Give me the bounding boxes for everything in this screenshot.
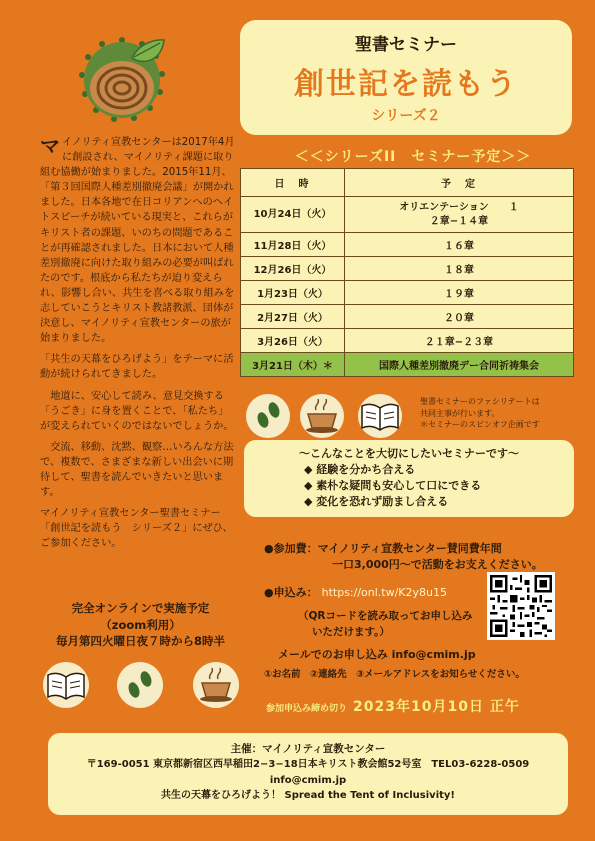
intro-dropcap: マ — [40, 134, 60, 158]
intro-paragraph-4: 交流、移動、沈黙、観察…いろんな方法で、複数で、さまざまな新しい出会いに期待して、聖書を読んでいきたいと思います。 — [40, 441, 234, 499]
online-info — [38, 600, 243, 650]
qr-note-line-2: いただけます。） — [312, 625, 390, 638]
row-plan-text: オリエンテーション １２章−１４章 — [399, 202, 519, 227]
mail-info: メールでのお申し込み info@cmim.jp — [278, 648, 476, 661]
fee-info — [264, 541, 584, 573]
row-date: 10月24日（火） — [241, 197, 345, 233]
facil-line-1: 聖書セミナーのファシリテートは — [420, 397, 540, 406]
apply-url-link[interactable]: https://onl.tw/K2y8u15 — [321, 586, 447, 599]
deadline — [266, 696, 520, 716]
footprints-icon — [246, 394, 290, 438]
teacup-icon — [300, 394, 344, 438]
deadline-label: 参加申込み締め切り — [266, 704, 348, 714]
row-plan: １８章 — [345, 257, 574, 281]
row-plan: 国際人種差別撤廃デー合同祈祷集会 — [345, 353, 574, 377]
schedule-title: ＜＜シリーズII セミナー予定＞＞ — [294, 149, 532, 165]
header-date: 日 時 — [241, 169, 345, 197]
apply-info — [264, 584, 447, 600]
icon-row-left — [40, 660, 245, 710]
deadline-date: 2023年10月10日 正午 — [353, 699, 520, 715]
values-box — [244, 440, 574, 517]
organizer: 主催：マイノリティ宣教センター — [230, 743, 386, 755]
slogan: 共生の天幕をひろげよう！ Spread the Tent of Inclusivity! — [161, 790, 455, 802]
intro-p1-text: イノリティ宣教センターは2017年4月に創設され、マイノリティ課題に取り組む協働が始まりました。2015年11月、「第３回国際人種差別撤廃会議」が開かれました。日本各地で在日コリアンへのヘイトスピーチが続いている現実と、これらがキリスト者の課題、いのちの問題であることが再確認されました。日本において人種差別撤廃に向けた取り組みの必要が叫ばれたのです。根底から私たちが迫り変えられ、影響し合い、共生を喜べる取り組みを志していこうとキリスト教諸教派、団体が決意し、マイノリティ宣教センターの旅が始まりました。 — [40, 137, 235, 345]
book-icon — [43, 662, 89, 708]
intro-paragraph-5: マイノリティ宣教センター聖書セミナー「創世記を読もう シリーズ２」にぜひ、ご参加ください。 — [40, 508, 233, 550]
footprints-icon — [117, 662, 163, 708]
row-date: 1月23日（火） — [241, 281, 345, 305]
online-line-3: 毎月第四火曜日夜７時から8時半 — [56, 634, 225, 649]
intro-text — [40, 135, 235, 557]
table-row — [241, 257, 574, 281]
qr-note — [298, 609, 473, 641]
row-plan — [345, 197, 574, 233]
seminar-label: 聖書セミナー — [355, 35, 457, 55]
row-plan: ２１章−２３章 — [345, 329, 574, 353]
book-icon — [358, 394, 402, 438]
facil-line-2: 共同主事が行います。 — [420, 408, 500, 418]
mail-required-fields: ①お名前 ②連絡先 ③メールアドレスをお知らせください。 — [264, 669, 525, 680]
log-seed-logo-icon — [72, 28, 172, 128]
row-date: 3月26日（火） — [241, 329, 345, 353]
qr-note-line-1: （QRコードを読み取ってお申し込み — [298, 610, 473, 622]
row-date: 3月21日（木）＊ — [241, 353, 345, 377]
schedule-header-row — [241, 169, 574, 197]
row-plan: １６章 — [345, 233, 574, 257]
teacup-icon — [193, 662, 239, 708]
row-plan: ２０章 — [345, 305, 574, 329]
values-item: ◆ 素朴な疑問も安心して口にできる — [304, 478, 482, 492]
table-row — [241, 233, 574, 257]
facilitator-note — [420, 396, 590, 431]
page-title: 創世記を読もう — [294, 67, 518, 102]
row-plan: １９章 — [345, 281, 574, 305]
header-plan: 予 定 — [345, 169, 574, 197]
footer-email-link[interactable]: info@cmim.jp — [269, 774, 347, 786]
title-card — [240, 20, 572, 135]
footer-box — [48, 733, 568, 815]
fee-detail: 一口3,000円〜で活動をお支えください。 — [332, 557, 543, 571]
fee-label: ●参加費：マイノリティ宣教センター賛同費年間 — [264, 542, 502, 555]
values-heading: 〜こんなことを大切にしたいセミナーです〜 — [299, 447, 519, 460]
intro-paragraph-3: 地道に、安心して読み、意見交換する「うごき」に身を置くことで、「私たち」が変えられていくのではないでしょうか。 — [40, 390, 234, 432]
icon-row-middle — [244, 392, 414, 440]
row-date: 2月27日（火） — [241, 305, 345, 329]
intro-paragraph-1 — [40, 135, 235, 346]
apply-label: ●申込み： — [264, 586, 318, 599]
table-row — [241, 281, 574, 305]
series-label: シリーズ２ — [371, 108, 441, 124]
table-row — [241, 197, 574, 233]
online-line-2: （zoom利用） — [100, 617, 181, 632]
qr-code-icon[interactable] — [487, 572, 555, 640]
table-row — [241, 329, 574, 353]
row-date: 11月28日（火） — [241, 233, 345, 257]
table-row — [241, 305, 574, 329]
facil-line-3: ＊セミナーのスピンオフ企画です — [420, 420, 540, 430]
online-line-1: 完全オンラインで実施予定 — [71, 601, 210, 615]
schedule-table — [240, 168, 574, 377]
intro-paragraph-2: 「共生の天幕をひろげよう」をテーマに活動が続けられてきました。 — [40, 354, 234, 381]
address: 〒169-0051 東京都新宿区西早稲田2−3−18日本キリスト教会館52号室 TEL03-6228-0509 — [86, 759, 530, 771]
table-row-highlight — [241, 353, 574, 377]
values-item: ◆ 変化を恐れず励まし合える — [304, 494, 449, 508]
row-date: 12月26日（火） — [241, 257, 345, 281]
values-item: ◆ 経験を分かち合える — [304, 462, 416, 476]
